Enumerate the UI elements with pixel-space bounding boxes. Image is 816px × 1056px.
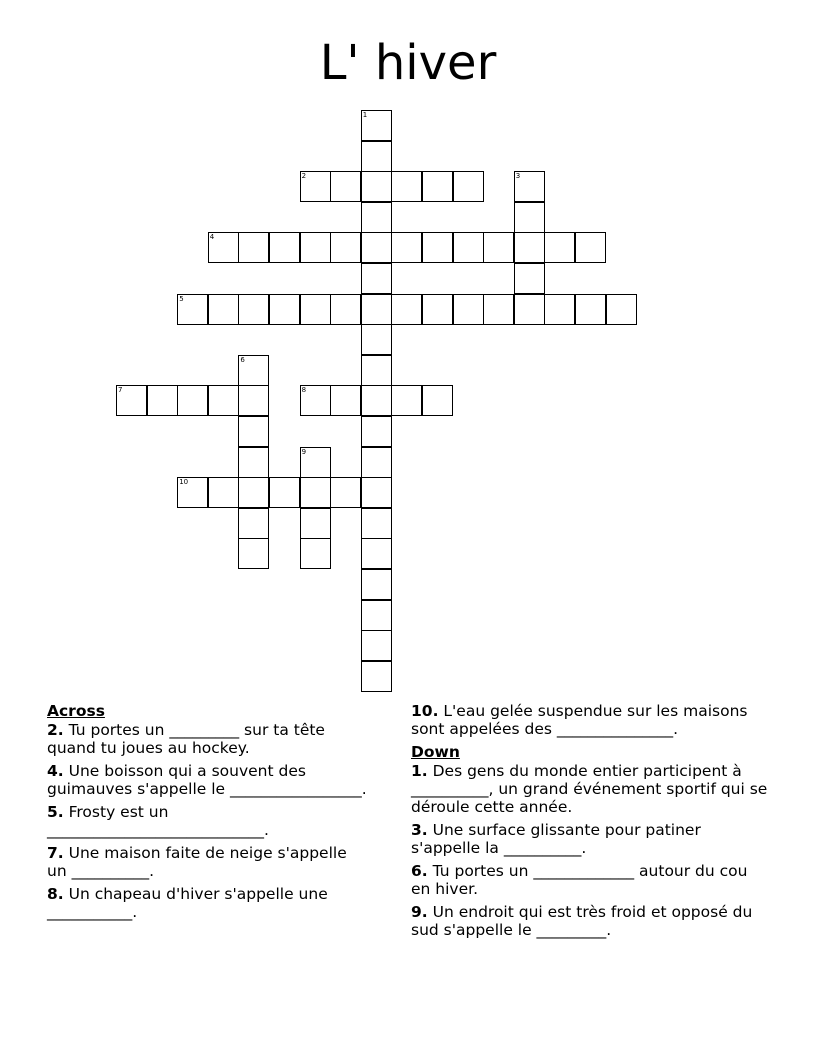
grid-cell[interactable] (544, 232, 575, 263)
grid-cell[interactable] (422, 294, 453, 325)
clue-number: 8 (301, 386, 307, 395)
grid-cell[interactable] (330, 385, 361, 416)
grid-cell[interactable] (208, 294, 239, 325)
grid-cell[interactable] (177, 294, 208, 325)
clue-number: 3 (515, 172, 521, 181)
clue-across-4: 4. Une boisson qui a souvent des guimauves s'appelle le _________________. (47, 762, 367, 798)
grid-cell[interactable] (208, 477, 239, 508)
grid-cell[interactable] (422, 171, 453, 202)
grid-cell[interactable] (330, 477, 361, 508)
grid-cell[interactable] (238, 294, 269, 325)
clue-number: 7 (118, 386, 123, 395)
grid-cell[interactable] (238, 416, 269, 447)
clue-across-2: 2. Tu portes un _________ sur ta tête quand tu joues au hockey. (47, 721, 325, 757)
clue-across-5: 5. Frosty est un ____________________________. (47, 803, 269, 839)
grid-cell[interactable] (208, 232, 239, 263)
grid-cell[interactable] (575, 232, 606, 263)
grid-cell[interactable] (208, 385, 239, 416)
grid-cell[interactable] (361, 141, 392, 172)
grid-cell[interactable] (483, 232, 514, 263)
grid-cell[interactable] (361, 324, 392, 355)
clue-number: 10 (179, 478, 189, 487)
grid-cell[interactable] (606, 294, 637, 325)
grid-cell[interactable] (269, 232, 300, 263)
grid-cell[interactable] (453, 232, 484, 263)
grid-cell[interactable] (544, 294, 575, 325)
grid-cell[interactable] (300, 294, 331, 325)
grid-cell[interactable] (453, 294, 484, 325)
grid-cell[interactable] (391, 232, 422, 263)
grid-cell[interactable] (514, 171, 545, 202)
grid-cell[interactable] (238, 385, 269, 416)
grid-cell[interactable] (361, 355, 392, 386)
grid-cell[interactable] (391, 294, 422, 325)
grid-cell[interactable] (300, 508, 331, 539)
clue-across-8: 8. Un chapeau d'hiver s'appelle une ___________. (47, 885, 328, 921)
grid-cell[interactable] (361, 538, 392, 569)
clue-number: 9 (301, 447, 307, 456)
grid-cell[interactable] (514, 202, 545, 233)
grid-cell[interactable] (361, 232, 392, 263)
grid-cell[interactable] (330, 171, 361, 202)
grid-cell[interactable] (361, 508, 392, 539)
clue-down-3: 3. Une surface glissante pour patiner s'appelle la __________. (411, 821, 701, 857)
grid-cell[interactable] (330, 294, 361, 325)
grid-cell[interactable] (300, 171, 331, 202)
grid-cell[interactable] (238, 232, 269, 263)
puzzle-title: L' hiver (319, 35, 497, 91)
clue-number: 1 (362, 111, 368, 119)
grid-cell[interactable] (300, 477, 331, 508)
grid-cell[interactable] (422, 385, 453, 416)
clue-number: 2 (301, 172, 307, 181)
grid-cell[interactable] (238, 538, 269, 569)
clue-down-1: 1. Des gens du monde entier participent à __________, un grand événement sportif qui se déroule cette année. (411, 762, 768, 816)
grid-cell[interactable] (238, 447, 269, 478)
grid-cell[interactable] (514, 263, 545, 294)
grid-cell[interactable] (116, 385, 147, 416)
across-header: Across (47, 702, 105, 720)
clues-column-left (47, 702, 367, 926)
grid-cell[interactable] (361, 385, 392, 416)
grid-cell[interactable] (361, 600, 392, 631)
grid-cell[interactable] (361, 661, 392, 692)
grid-cell[interactable] (177, 385, 208, 416)
clue-down-6: 6. Tu portes un _____________ autour du cou en hiver. (411, 862, 748, 898)
grid-cell[interactable] (269, 477, 300, 508)
grid-cell[interactable] (238, 508, 269, 539)
grid-cell[interactable] (177, 477, 208, 508)
grid-cell[interactable] (238, 355, 269, 386)
grid-cell[interactable] (361, 569, 392, 600)
grid-cell[interactable] (300, 447, 331, 478)
clue-across-10: 10. L'eau gelée suspendue sur les maisons sont appelées des _______________. (411, 702, 748, 738)
grid-cell[interactable] (147, 385, 178, 416)
clue-down-9: 9. Un endroit qui est très froid et opposé du sud s'appelle le _________. (411, 903, 753, 939)
grid-cell[interactable] (391, 171, 422, 202)
grid-cell[interactable] (238, 477, 269, 508)
clues-column-right (411, 702, 771, 944)
clue-across-7: 7. Une maison faite de neige s'appelle un __________. (47, 844, 347, 880)
grid-cell[interactable] (300, 538, 331, 569)
grid-cell[interactable] (514, 232, 545, 263)
grid-cell[interactable] (453, 171, 484, 202)
grid-cell[interactable] (330, 232, 361, 263)
grid-cell[interactable] (361, 477, 392, 508)
grid-cell[interactable] (300, 385, 331, 416)
grid-cell[interactable] (361, 171, 392, 202)
grid-cell[interactable] (269, 294, 300, 325)
grid-cell[interactable] (575, 294, 606, 325)
grid-cell[interactable] (361, 630, 392, 661)
grid-cell[interactable] (422, 232, 453, 263)
grid-cell[interactable] (361, 416, 392, 447)
clue-number: 6 (240, 355, 245, 364)
grid-cell[interactable] (361, 202, 392, 233)
grid-cell[interactable] (361, 294, 392, 325)
grid-cell[interactable] (391, 385, 422, 416)
grid-cell[interactable] (361, 447, 392, 478)
grid-cell[interactable] (361, 263, 392, 294)
grid-cell[interactable] (483, 294, 514, 325)
grid-cell[interactable] (300, 232, 331, 263)
clue-number: 4 (209, 233, 215, 242)
grid-cell[interactable] (361, 110, 392, 141)
clue-number: 5 (179, 294, 184, 303)
grid-cell[interactable] (514, 294, 545, 325)
down-header: Down (411, 743, 460, 761)
